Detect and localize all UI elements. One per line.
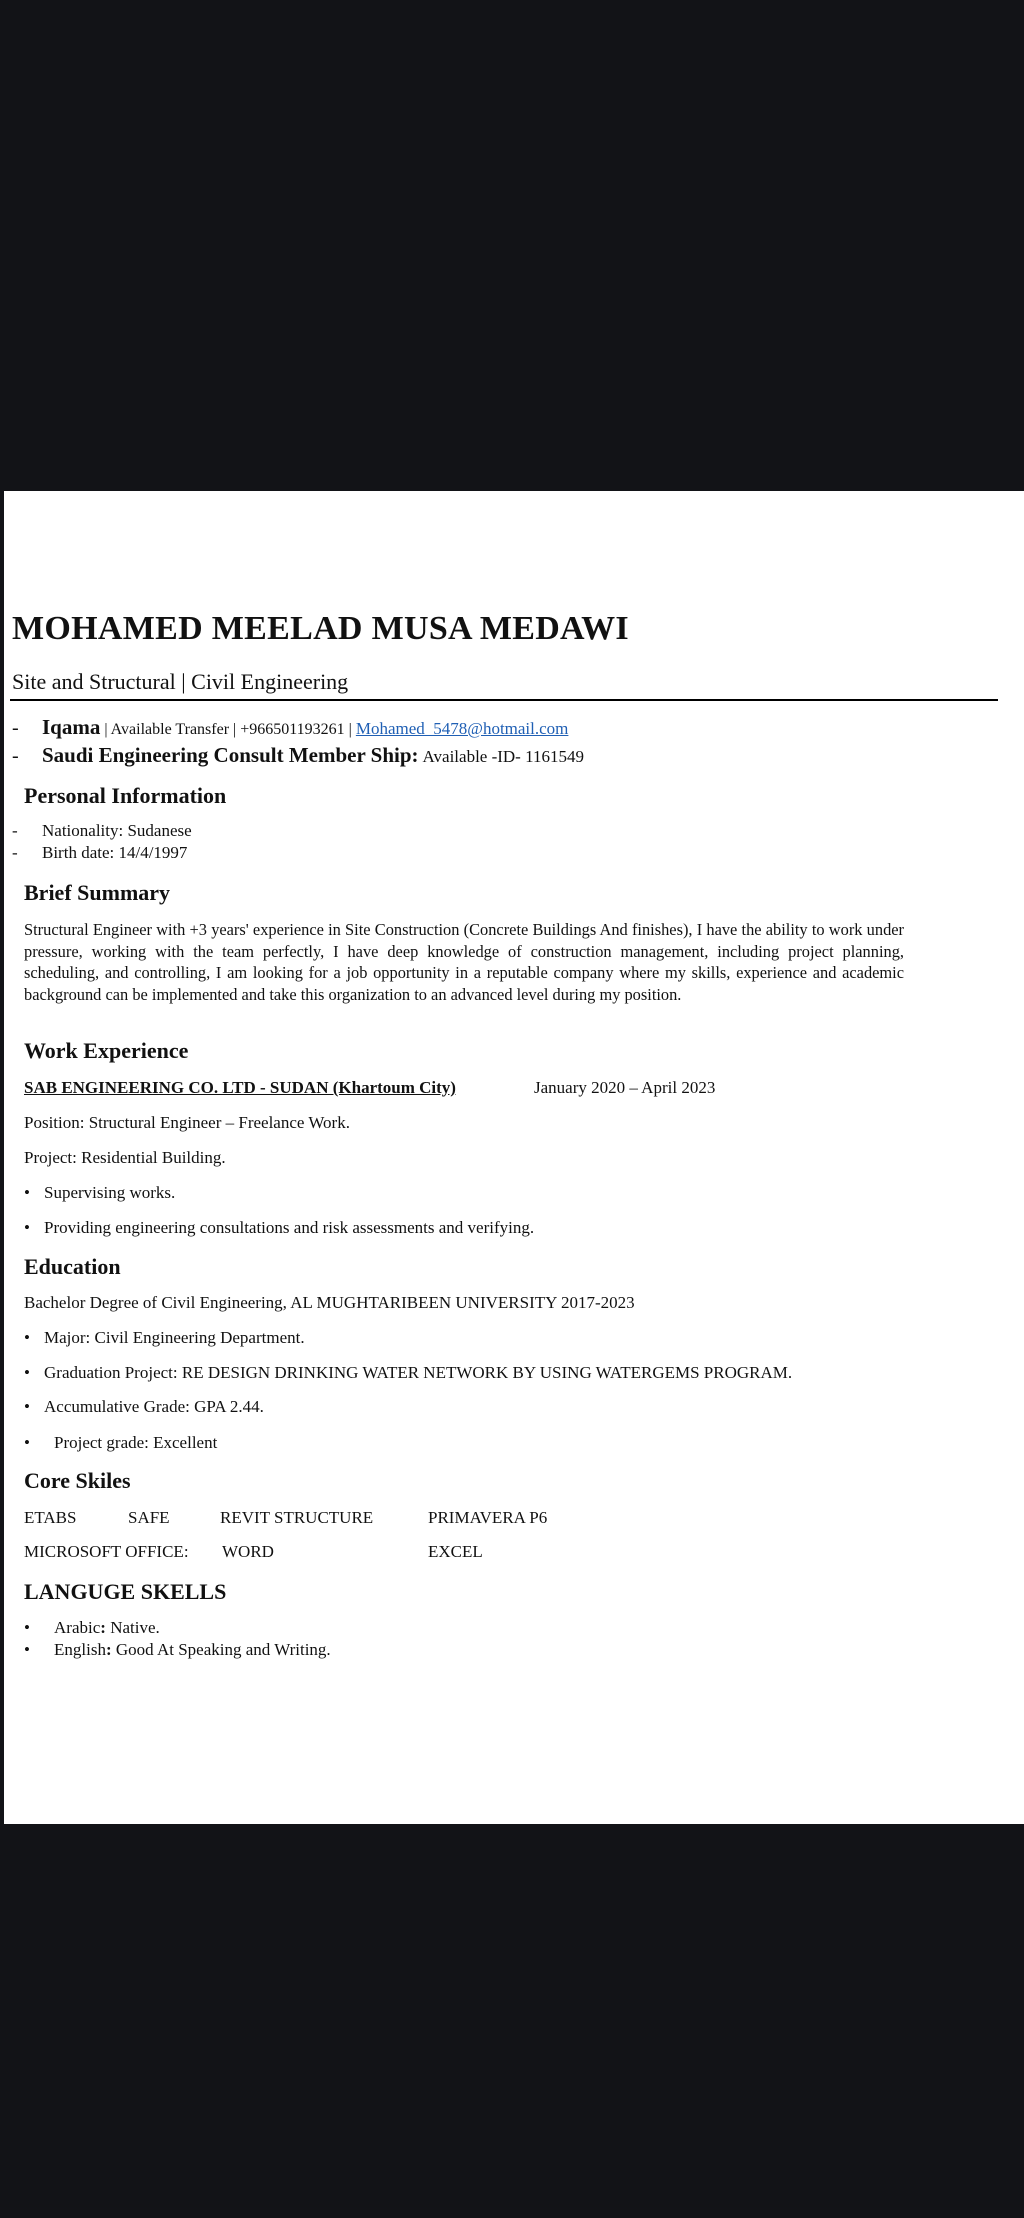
education-bullet-text: Project grade: Excellent [54,1433,218,1452]
membership-value: Available -ID- 1161549 [422,747,584,766]
language-level: Native. [105,1618,160,1637]
list-item [24,1328,305,1348]
list-item [24,1218,534,1238]
work-dates: January 2020 – April 2023 [534,1078,716,1097]
skill-item: REVIT STRUCTURE [220,1508,374,1527]
list-item [24,1618,160,1638]
nationality-text: Nationality: Sudanese [42,821,192,840]
language-colon: : [105,1640,112,1659]
contact-line [12,715,568,740]
personal-item [12,821,192,841]
candidate-name: MOHAMED MEELAD MUSA MEDAWI [12,610,629,647]
skills-heading: Core Skiles [24,1468,131,1493]
dash-bullet: - [12,821,18,840]
membership-label: Saudi Engineering Consult Member Ship: [42,743,419,767]
language-name: Arabic [54,1618,101,1637]
dash-bullet: - [12,717,19,739]
personal-item [12,843,187,863]
language-colon: : [100,1618,106,1637]
header-divider [10,699,998,701]
skill-item: WORD [222,1542,274,1561]
bullet-dot: • [24,1640,30,1659]
membership-line [12,743,584,768]
dash-bullet: - [12,843,18,862]
list-item [24,1363,792,1383]
work-bullet-text: Supervising works. [44,1183,176,1202]
degree-text: Bachelor Degree of Civil Engineering, AL MUGHTARIBEEN UNIVERSITY 2017-2023 [24,1293,635,1312]
email-link[interactable]: Mohamed_5478@hotmail.com [355,719,569,738]
education-bullet-text: Graduation Project: RE DESIGN DRINKING WATER NETWORK BY USING WATERGEMS PROGRAM. [44,1363,793,1382]
resume-page [4,491,1024,1824]
bullet-dot: • [24,1618,30,1637]
skill-item: PRIMAVERA P6 [428,1508,548,1527]
list-item [24,1397,264,1417]
skill-item: EXCEL [428,1542,483,1561]
work-project: Project: Residential Building. [24,1148,226,1167]
bullet-dot: • [24,1397,30,1416]
skill-item: MICROSOFT OFFICE: [24,1542,189,1561]
birth-date-text: Birth date: 14/4/1997 [42,843,188,862]
work-position: Position: Structural Engineer – Freelance Work. [24,1113,350,1132]
education-bullet-text: Major: Civil Engineering Department. [44,1328,305,1347]
company-name: SAB ENGINEERING CO. LTD - SUDAN (Khartoum City) [24,1078,456,1097]
candidate-subtitle: Site and Structural | Civil Engineering [12,669,349,694]
bullet-dot: • [24,1328,30,1347]
languages-heading: LANGUGE SKELLS [24,1579,227,1604]
iqama-details: | Available Transfer | +966501193261 | [104,721,352,738]
bullet-dot: • [24,1433,30,1452]
work-heading: Work Experience [24,1038,189,1063]
iqama-label: Iqama [42,715,101,739]
list-item [24,1433,217,1453]
personal-heading: Personal Information [24,783,227,808]
bullet-dot: • [24,1218,30,1237]
education-bullet-text: Accumulative Grade: GPA 2.44. [44,1397,264,1416]
summary-paragraph: Structural Engineer with +3 years' experience in Site Construction (Concrete Buildings And finishes), I have the ability to work under pressure, working with the team perfectly, I have deep knowledge of construction management, including project planning, scheduling, and controlling, I am looking for a job opportunity in a reputable company where my skills, experience and academic background can be implemented and take this organization to an advanced level during my position. [24,920,904,1004]
list-item [24,1640,331,1660]
list-item [24,1183,175,1203]
skill-item: ETABS [24,1508,77,1527]
dash-bullet: - [12,745,19,767]
summary-heading: Brief Summary [24,880,171,905]
bullet-dot: • [24,1183,30,1202]
language-level: Good At Speaking and Writing. [111,1640,331,1659]
education-heading: Education [24,1254,121,1279]
skill-item: SAFE [128,1508,170,1527]
work-bullet-text: Providing engineering consultations and risk assessments and verifying. [44,1218,535,1237]
language-name: English [54,1640,106,1659]
bullet-dot: • [24,1363,30,1382]
